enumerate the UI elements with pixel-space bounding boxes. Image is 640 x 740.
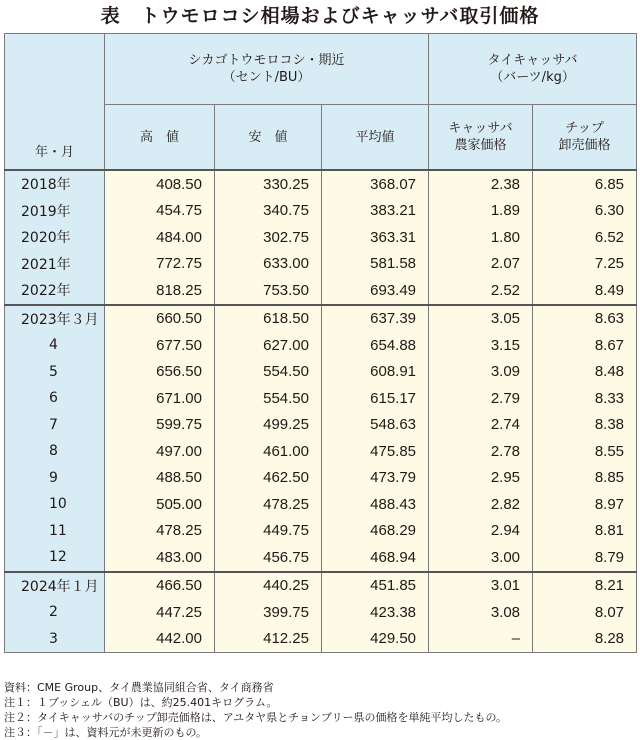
- table-row: [5, 626, 637, 653]
- low-value: 554.50: [215, 385, 322, 412]
- farm-price-value: 2.07: [429, 251, 533, 278]
- farm-price-value: 2.38: [429, 170, 533, 198]
- low-value: 399.75: [215, 599, 322, 626]
- low-value: 461.00: [215, 438, 322, 465]
- thai-cassava-unit: （バーツ/kg）: [490, 70, 575, 85]
- row-label: 5: [5, 359, 105, 386]
- high-value: 466.50: [105, 572, 215, 600]
- high-value: 677.50: [105, 332, 215, 359]
- high-value: 454.75: [105, 198, 215, 225]
- chip-price-value: 8.33: [533, 385, 637, 412]
- low-value: 456.75: [215, 544, 322, 572]
- farm-price-value: 3.00: [429, 544, 533, 572]
- note-3: 注３：「－」は、資料元が未更新のもの。: [4, 726, 208, 739]
- row-label: 2022年: [5, 277, 105, 305]
- farm-price-value: –: [429, 626, 533, 653]
- farm-price-value: 2.79: [429, 385, 533, 412]
- row-label: 2024年１月: [5, 572, 105, 600]
- chicago-corn-group-header: [105, 34, 429, 105]
- low-value: 753.50: [215, 277, 322, 305]
- farm-price-value: 1.89: [429, 198, 533, 225]
- farm-price-value: 3.08: [429, 599, 533, 626]
- table-row: [5, 544, 637, 572]
- chicago-corn-title: シカゴトウモロコシ・期近: [188, 53, 345, 68]
- table-row: [5, 438, 637, 465]
- high-value: 660.50: [105, 305, 215, 333]
- farm-price-value: 3.15: [429, 332, 533, 359]
- avg-value: 468.29: [322, 518, 429, 545]
- chip-price-value: 8.63: [533, 305, 637, 333]
- avg-value: 637.39: [322, 305, 429, 333]
- farm-price-value: 2.94: [429, 518, 533, 545]
- avg-value: 429.50: [322, 626, 429, 653]
- chip-price-value: 8.48: [533, 359, 637, 386]
- chip-price-value: 6.30: [533, 198, 637, 225]
- chip-price-value: 8.67: [533, 332, 637, 359]
- chip-price-value: 8.55: [533, 438, 637, 465]
- chip-price-value: 8.21: [533, 572, 637, 600]
- avg-value: 654.88: [322, 332, 429, 359]
- avg-value: 383.21: [322, 198, 429, 225]
- farm-price-value: 2.82: [429, 491, 533, 518]
- thai-cassava-title: タイキャッサバ: [487, 53, 578, 68]
- table-row: [5, 332, 637, 359]
- row-label-header: 年・月: [5, 34, 105, 171]
- low-value: 554.50: [215, 359, 322, 386]
- low-value: 440.25: [215, 572, 322, 600]
- table-body: [5, 170, 637, 653]
- col-high-header: 高 値: [105, 105, 215, 171]
- avg-value: 468.94: [322, 544, 429, 572]
- table-row: [5, 491, 637, 518]
- avg-value: 423.38: [322, 599, 429, 626]
- avg-value: 581.58: [322, 251, 429, 278]
- col-low-header: 安 値: [215, 105, 322, 171]
- avg-value: 693.49: [322, 277, 429, 305]
- high-value: 483.00: [105, 544, 215, 572]
- table-row: [5, 518, 637, 545]
- high-value: 478.25: [105, 518, 215, 545]
- high-value: 818.25: [105, 277, 215, 305]
- high-value: 447.25: [105, 599, 215, 626]
- row-label: 11: [5, 518, 105, 545]
- low-value: 449.75: [215, 518, 322, 545]
- farm-price-value: 2.52: [429, 277, 533, 305]
- low-value: 340.75: [215, 198, 322, 225]
- high-value: 484.00: [105, 224, 215, 251]
- table-row: [5, 170, 637, 198]
- high-value: 488.50: [105, 465, 215, 492]
- table-row: [5, 359, 637, 386]
- farm-price-value: 3.09: [429, 359, 533, 386]
- thai-cassava-group-header: [429, 34, 637, 105]
- chip-price-value: 8.79: [533, 544, 637, 572]
- farm-price-value: 1.80: [429, 224, 533, 251]
- row-label: 7: [5, 412, 105, 439]
- low-value: 462.50: [215, 465, 322, 492]
- high-value: 408.50: [105, 170, 215, 198]
- avg-value: 615.17: [322, 385, 429, 412]
- table-row: [5, 198, 637, 225]
- row-label: 2020年: [5, 224, 105, 251]
- avg-value: 488.43: [322, 491, 429, 518]
- col-farm-price-header: [429, 105, 533, 171]
- high-value: 599.75: [105, 412, 215, 439]
- price-table: [4, 33, 637, 653]
- chip-price-value: 8.38: [533, 412, 637, 439]
- note-1: 注１：１ブッシェル（BU）は、約25.401キログラム。: [4, 696, 278, 709]
- farm-price-value: 2.74: [429, 412, 533, 439]
- farm-price-value: 2.78: [429, 438, 533, 465]
- table-row: [5, 572, 637, 600]
- avg-value: 548.63: [322, 412, 429, 439]
- col-chip-line1: チップ: [565, 121, 604, 136]
- col-farm-line1: キャッサバ: [448, 121, 513, 136]
- note-source: 資料：CME Group、タイ農業協同組合省、タイ商務省: [4, 681, 274, 694]
- chip-price-value: 6.52: [533, 224, 637, 251]
- col-avg-header: 平均値: [322, 105, 429, 171]
- chip-price-value: 8.49: [533, 277, 637, 305]
- table-row: [5, 224, 637, 251]
- table-row: [5, 599, 637, 626]
- col-chip-price-header: [533, 105, 637, 171]
- high-value: 671.00: [105, 385, 215, 412]
- avg-value: 473.79: [322, 465, 429, 492]
- row-label: 8: [5, 438, 105, 465]
- avg-value: 368.07: [322, 170, 429, 198]
- high-value: 497.00: [105, 438, 215, 465]
- table-row: [5, 277, 637, 305]
- high-value: 505.00: [105, 491, 215, 518]
- low-value: 330.25: [215, 170, 322, 198]
- row-label: 10: [5, 491, 105, 518]
- farm-price-value: 3.01: [429, 572, 533, 600]
- row-label: 2023年３月: [5, 305, 105, 333]
- chicago-corn-unit: （セント/BU）: [222, 70, 311, 85]
- avg-value: 363.31: [322, 224, 429, 251]
- table-title: 表 トウモロコシ相場およびキャッサバ取引価格: [100, 5, 540, 27]
- low-value: 633.00: [215, 251, 322, 278]
- high-value: 656.50: [105, 359, 215, 386]
- table-row: [5, 305, 637, 333]
- farm-price-value: 2.95: [429, 465, 533, 492]
- col-chip-line2: 卸売価格: [558, 138, 611, 153]
- chip-price-value: 7.25: [533, 251, 637, 278]
- row-label: 2019年: [5, 198, 105, 225]
- row-label: 12: [5, 544, 105, 572]
- low-value: 478.25: [215, 491, 322, 518]
- note-2: 注２：タイキャッサバのチップ卸売価格は、アユタヤ県とチョンブリー県の価格を単純平均したもの。: [4, 711, 508, 724]
- chip-price-value: 8.97: [533, 491, 637, 518]
- col-farm-line2: 農家価格: [454, 138, 507, 153]
- farm-price-value: 3.05: [429, 305, 533, 333]
- avg-value: 608.91: [322, 359, 429, 386]
- high-value: 772.75: [105, 251, 215, 278]
- row-label: 3: [5, 626, 105, 653]
- notes: [4, 680, 636, 740]
- chip-price-value: 6.85: [533, 170, 637, 198]
- row-label: 2: [5, 599, 105, 626]
- low-value: 618.50: [215, 305, 322, 333]
- table-row: [5, 465, 637, 492]
- low-value: 499.25: [215, 412, 322, 439]
- table-row: [5, 385, 637, 412]
- chip-price-value: 8.07: [533, 599, 637, 626]
- low-value: 627.00: [215, 332, 322, 359]
- row-label: 4: [5, 332, 105, 359]
- row-label: 6: [5, 385, 105, 412]
- chip-price-value: 8.28: [533, 626, 637, 653]
- chip-price-value: 8.81: [533, 518, 637, 545]
- table-row: [5, 251, 637, 278]
- row-label: 2018年: [5, 170, 105, 198]
- avg-value: 451.85: [322, 572, 429, 600]
- row-label: 2021年: [5, 251, 105, 278]
- avg-value: 475.85: [322, 438, 429, 465]
- row-label: 9: [5, 465, 105, 492]
- high-value: 442.00: [105, 626, 215, 653]
- low-value: 302.75: [215, 224, 322, 251]
- chip-price-value: 8.85: [533, 465, 637, 492]
- table-row: [5, 412, 637, 439]
- low-value: 412.25: [215, 626, 322, 653]
